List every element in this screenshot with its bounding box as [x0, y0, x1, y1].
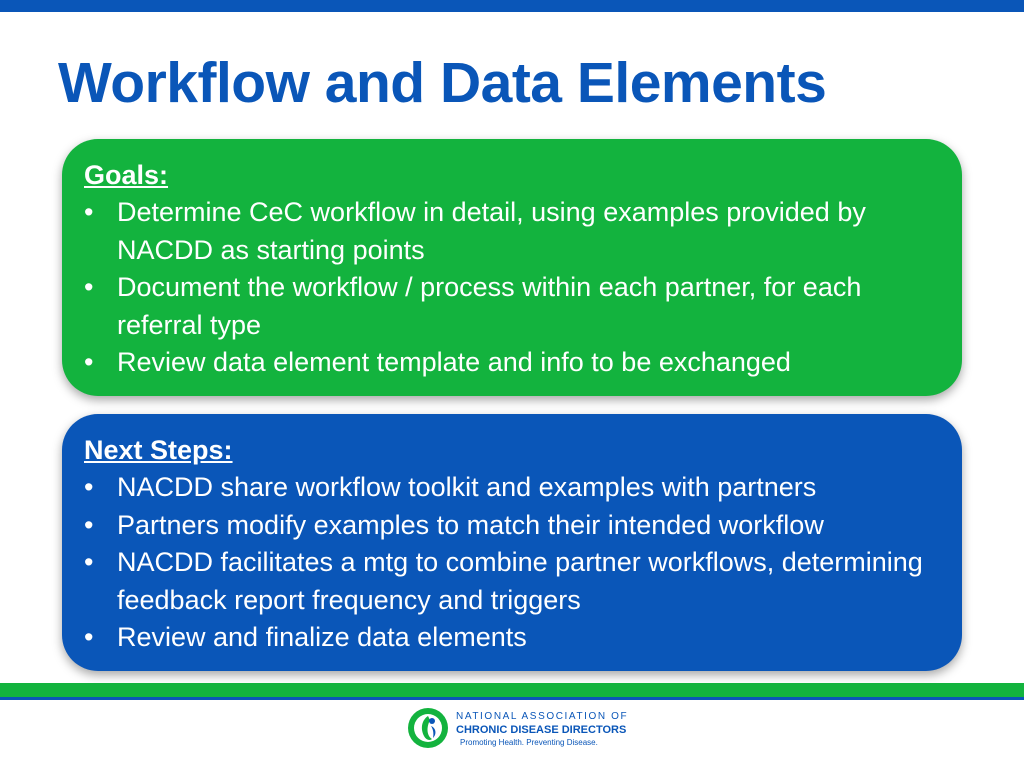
next-steps-item-text: NACDD facilitates a mtg to combine partner workflows, determining feedback report frequency and triggers: [117, 547, 923, 615]
goals-list-item: [84, 269, 940, 344]
goals-list: [84, 194, 940, 382]
slide-title: Workflow and Data Elements: [58, 51, 827, 115]
next-steps-list-item: [84, 619, 940, 657]
next-steps-heading: Next Steps:: [84, 435, 233, 465]
goals-item-text: Determine CeC workflow in detail, using examples provided by NACDD as starting points: [117, 197, 866, 265]
footer-blue-line: [0, 697, 1024, 700]
nacdd-logo-icon: [406, 706, 450, 750]
nacdd-logo: [406, 706, 666, 756]
goals-heading: Goals:: [84, 160, 169, 190]
next-steps-box: [62, 414, 962, 671]
logo-tagline: Promoting Health. Preventing Disease.: [460, 738, 598, 747]
next-steps-item-text: Review and finalize data elements: [117, 622, 527, 652]
bullet-icon: •: [84, 509, 94, 540]
next-steps-list-item: [84, 507, 940, 545]
next-steps-item-text: NACDD share workflow toolkit and examples with partners: [117, 472, 817, 502]
top-accent-bar: [0, 0, 1024, 12]
next-steps-list: [84, 469, 940, 657]
bullet-icon: •: [84, 272, 94, 302]
goals-item-text: Review data element template and info to be exchanged: [117, 347, 791, 377]
bullet-icon: •: [84, 472, 94, 502]
footer-green-band: [0, 683, 1024, 697]
goals-list-item: [84, 344, 940, 382]
goals-item-text: Document the workflow / process within each partner, for each referral type: [117, 272, 862, 340]
bullet-icon: •: [84, 547, 94, 577]
goals-box: [62, 139, 962, 396]
goals-list-item: [84, 194, 940, 269]
next-steps-list-item: [84, 469, 940, 507]
bullet-icon: •: [84, 347, 94, 377]
bullet-icon: •: [84, 622, 94, 652]
bullet-icon: •: [84, 197, 94, 227]
logo-line-name: CHRONIC DISEASE DIRECTORS: [456, 724, 627, 736]
next-steps-list-item: [84, 544, 940, 619]
logo-text: [456, 710, 628, 748]
logo-line-association: NATIONAL ASSOCIATION OF: [456, 711, 629, 722]
next-steps-item-text: Partners modify examples to match their intended workflow: [117, 509, 824, 540]
